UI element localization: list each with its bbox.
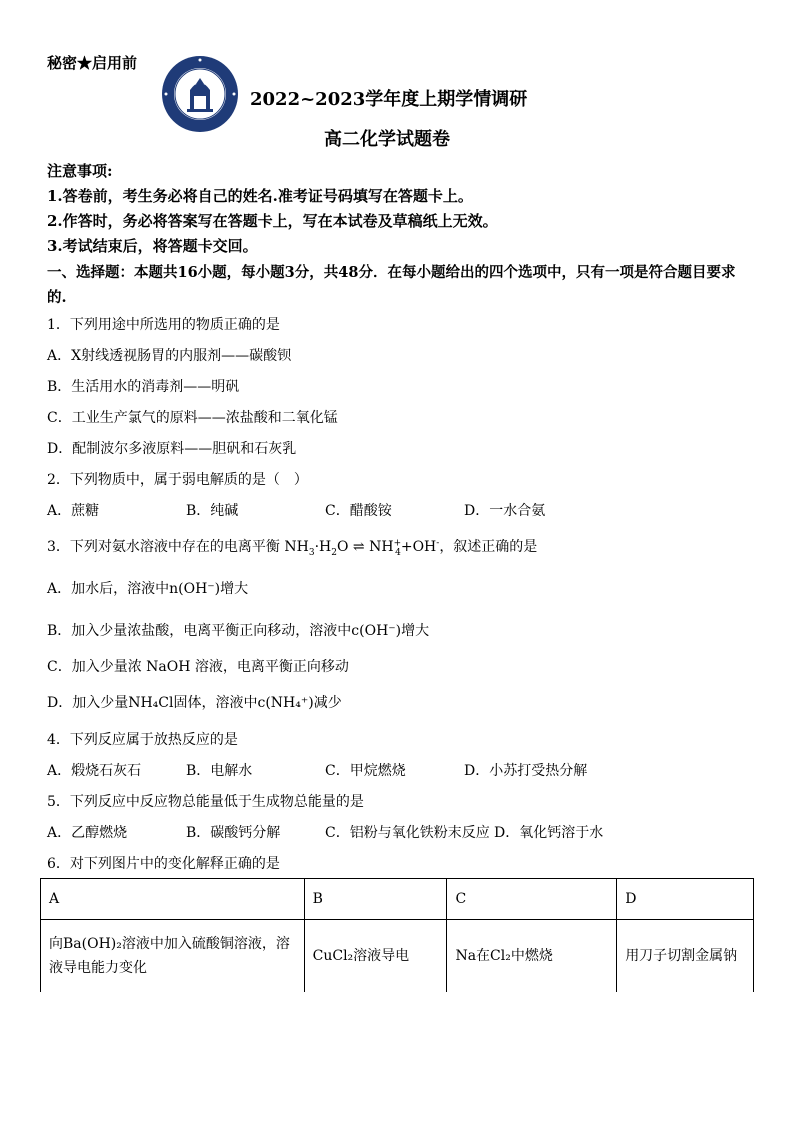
question-3-option-d: D．加入少量NH₄Cl固体，溶液中c(NH₄⁺)减少 (47, 695, 342, 711)
table-header-a: A (41, 879, 305, 920)
table-cell-d: 用刀子切割金属钠 (617, 920, 754, 993)
table-cell-a: 向Ba(OH)₂溶液中加入硫酸铜溶液，溶液导电能力变化 (41, 920, 305, 993)
section-instructions: 一、选择题：本题共16小题，每小题3分，共48分．在每小题给出的四个选项中，只有一项是符合题目要求 (47, 264, 736, 281)
school-seal-logo (160, 54, 240, 134)
question-2-stem: 2．下列物质中，属于弱电解质的是（ ） (47, 472, 308, 488)
question-3-stem-o: O (336, 539, 349, 555)
question-3-stem-nh: NH (369, 539, 394, 555)
section-instructions-cont: 的. (47, 289, 67, 306)
question-3-stem-post: ，叙述正确的是 (439, 539, 538, 555)
question-3-option-b: B．加入少量浓盐酸，电离平衡正向移动，溶液中c(OH⁻)增大 (47, 623, 430, 639)
question-1-stem: 1．下列用途中所选用的物质正确的是 (47, 317, 280, 333)
question-3-stem-mid: ·H (314, 539, 332, 555)
question-5-option-d: D．氧化钙溶于水 (494, 825, 604, 841)
question-2-option-d: D．一水合氨 (464, 503, 546, 519)
question-6-table (40, 878, 754, 992)
question-4-stem: 4．下列反应属于放热反应的是 (47, 732, 238, 748)
question-4-option-b: B．电解水 (186, 763, 253, 779)
question-4-option-d: D．小苏打受热分解 (464, 763, 588, 779)
question-3-stem-pre: 3．下列对氨水溶液中存在的电离平衡 NH (47, 539, 309, 555)
table-cell-b: CuCl₂溶液导电 (304, 920, 447, 993)
question-4-option-c: C．甲烷燃烧 (325, 763, 406, 779)
question-3-stem-plus: +OH (400, 539, 437, 555)
equilibrium-arrow-icon: ⇌ (352, 539, 365, 555)
question-3-option-a: A．加水后，溶液中n(OH⁻)增大 (47, 581, 249, 597)
question-3-option-c: C．加入少量浓 NaOH 溶液，电离平衡正向移动 (47, 659, 349, 675)
notice-heading: 注意事项: (47, 162, 113, 180)
question-2-option-b: B．纯碱 (186, 503, 239, 519)
question-1-option-d: D．配制波尔多液原料——胆矾和石灰乳 (47, 441, 297, 457)
question-5-option-c: C．铝粉与氧化铁粉末反应 (325, 825, 490, 841)
question-1-option-a: A．X射线透视肠胃的内服剂——碳酸钡 (47, 348, 292, 364)
notice-item-2: 2.作答时，务必将答案写在答题卡上，写在本试卷及草稿纸上无效。 (47, 212, 498, 230)
question-6-stem: 6．对下列图片中的变化解释正确的是 (47, 856, 280, 872)
notice-item-1: 1.答卷前，考生务必将自己的姓名.准考证号码填写在答题卡上。 (47, 187, 473, 205)
notice-item-3: 3.考试结束后，将答题卡交回。 (47, 237, 258, 255)
table-header-b: B (304, 879, 447, 920)
question-1-option-c: C．工业生产氯气的原料——浓盐酸和二氧化锰 (47, 410, 338, 426)
question-5-stem: 5．下列反应中反应物总能量低于生成物总能量的是 (47, 794, 364, 810)
question-5-option-a: A．乙醇燃烧 (47, 825, 128, 841)
exam-title: 2022~2023学年度上期学情调研 (250, 89, 528, 110)
question-4-option-a: A．煅烧石灰石 (47, 763, 142, 779)
question-3-stem: 3．下列对氨水溶液中存在的电离平衡 $NH_3\cdot H_2O$ ⇌ $NH^+_4+OH^-$，叙述正确的是 (47, 538, 538, 558)
table-cell-c: Na在Cl₂中燃烧 (447, 920, 617, 993)
secret-label: 秘密★启用前 (47, 54, 138, 72)
question-5-option-b: B．碳酸钙分解 (186, 825, 281, 841)
table-header-d: D (617, 879, 754, 920)
table-header-c: C (447, 879, 617, 920)
exam-subtitle: 高二化学试题卷 (324, 129, 450, 150)
question-1-option-b: B．生活用水的消毒剂——明矾 (47, 379, 240, 395)
question-2-option-a: A．蔗糖 (47, 503, 100, 519)
question-2-option-c: C．醋酸铵 (325, 503, 392, 519)
